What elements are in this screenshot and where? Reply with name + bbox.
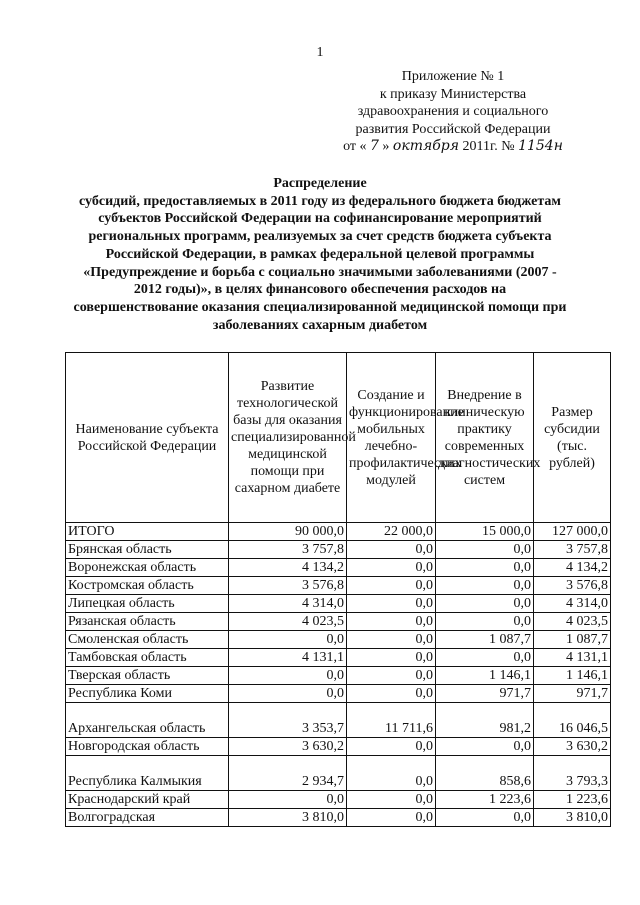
subsidy-total-cell: 1 087,7 — [534, 631, 611, 649]
tech-base-cell: 3 810,0 — [229, 809, 347, 827]
diagnostics-cell: 1 146,1 — [436, 667, 534, 685]
table-row — [66, 738, 611, 756]
mobile-modules-cell: 0,0 — [347, 595, 436, 613]
mobile-modules-cell: 0,0 — [347, 791, 436, 809]
subsidy-total-cell: 3 810,0 — [534, 809, 611, 827]
tech-base-cell: 4 131,1 — [229, 649, 347, 667]
mobile-modules-cell: 0,0 — [347, 685, 436, 703]
subsidy-table — [65, 352, 611, 827]
table-row — [66, 631, 611, 649]
subsidy-total-cell: 127 000,0 — [534, 523, 611, 541]
title-body: субсидий, предоставляемых в 2011 году из федерального бюджета бюджетам субъектов Российской Федерации на софинансирование мероприятий региональных программ, реализуемых за счет средств бюджета субъекта Российской Федерации, в рамках федеральной целевой программы «Предупреждение и борьба с социально значимыми заболеваниями (2007 - 2012 годы)», в целях финансового обеспечения расходов на совершенствование оказания специализированной медицинской помощи при заболеваниях сахарным диабетом — [73, 193, 567, 333]
diagnostics-cell: 0,0 — [436, 613, 534, 631]
tech-base-cell: 3 757,8 — [229, 541, 347, 559]
page-number: 1 — [316, 45, 324, 60]
column-header-diagnostics: Внедрение в клиническую практику современных диагностических систем — [436, 353, 534, 523]
table-row — [66, 667, 611, 685]
date-mid: » — [382, 139, 390, 154]
tech-base-cell: 4 023,5 — [229, 613, 347, 631]
table-row — [66, 541, 611, 559]
diagnostics-cell: 0,0 — [436, 649, 534, 667]
mobile-modules-cell: 0,0 — [347, 667, 436, 685]
subsidy-total-cell: 3 576,8 — [534, 577, 611, 595]
diagnostics-cell: 971,7 — [436, 685, 534, 703]
subsidy-total-cell: 4 314,0 — [534, 595, 611, 613]
tech-base-cell: 3 353,7 — [229, 703, 347, 738]
subsidy-total-cell: 3 630,2 — [534, 738, 611, 756]
table-row — [66, 809, 611, 827]
column-header-region: Наименование субъекта Российской Федерации — [66, 353, 229, 523]
tech-base-cell: 0,0 — [229, 631, 347, 649]
subsidy-total-cell: 1 146,1 — [534, 667, 611, 685]
tech-base-cell: 3 576,8 — [229, 577, 347, 595]
table-row — [66, 613, 611, 631]
diagnostics-cell: 0,0 — [436, 738, 534, 756]
diagnostics-cell: 0,0 — [436, 809, 534, 827]
table-row — [66, 577, 611, 595]
region-name-cell: Брянская область — [66, 541, 229, 559]
document-title — [70, 175, 570, 334]
title-heading: Распределение — [273, 176, 367, 191]
region-name-cell: Смоленская область — [66, 631, 229, 649]
region-name-cell: Липецкая область — [66, 595, 229, 613]
tech-base-cell: 4 314,0 — [229, 595, 347, 613]
mobile-modules-cell: 0,0 — [347, 756, 436, 791]
table-header-row — [66, 353, 611, 523]
region-name-cell: Волгоградская — [66, 809, 229, 827]
mobile-modules-cell: 0,0 — [347, 559, 436, 577]
table-row — [66, 703, 611, 738]
mobile-modules-cell: 0,0 — [347, 541, 436, 559]
diagnostics-cell: 1 087,7 — [436, 631, 534, 649]
mobile-modules-cell: 11 711,6 — [347, 703, 436, 738]
column-header-subsidy-total: Размер субсидии (тыс. рублей) — [534, 353, 611, 523]
table-row — [66, 791, 611, 809]
subsidy-total-cell: 16 046,5 — [534, 703, 611, 738]
region-name-cell: Республика Калмыкия — [66, 756, 229, 791]
appendix-line: развития Российской Федерации — [355, 121, 551, 137]
subsidy-total-cell: 4 134,2 — [534, 559, 611, 577]
subsidy-total-cell: 971,7 — [534, 685, 611, 703]
appendix-line: Приложение № 1 — [401, 69, 505, 84]
region-name-cell: Воронежская область — [66, 559, 229, 577]
appendix-line: здравоохранения и социального — [357, 104, 549, 119]
diagnostics-cell: 0,0 — [436, 595, 534, 613]
tech-base-cell: 0,0 — [229, 791, 347, 809]
tech-base-cell: 2 934,7 — [229, 756, 347, 791]
region-name-cell: Республика Коми — [66, 685, 229, 703]
subsidy-total-cell: 4 131,1 — [534, 649, 611, 667]
date-day: 7 — [370, 138, 379, 154]
diagnostics-cell: 0,0 — [436, 541, 534, 559]
table-row — [66, 685, 611, 703]
mobile-modules-cell: 0,0 — [347, 809, 436, 827]
mobile-modules-cell: 22 000,0 — [347, 523, 436, 541]
diagnostics-cell: 15 000,0 — [436, 523, 534, 541]
table-row — [66, 756, 611, 791]
tech-base-cell: 0,0 — [229, 667, 347, 685]
diagnostics-cell: 981,2 — [436, 703, 534, 738]
subsidy-total-cell: 3 793,3 — [534, 756, 611, 791]
date-month: октября — [392, 138, 460, 154]
column-header-tech-base: Развитие технологической базы для оказания специализированной медицинской помощи при сахарном диабете — [229, 353, 347, 523]
region-name-cell: Новгородская область — [66, 738, 229, 756]
region-name-cell: Тверская область — [66, 667, 229, 685]
table-row — [66, 649, 611, 667]
mobile-modules-cell: 0,0 — [347, 631, 436, 649]
tech-base-cell: 90 000,0 — [229, 523, 347, 541]
diagnostics-cell: 858,6 — [436, 756, 534, 791]
mobile-modules-cell: 0,0 — [347, 649, 436, 667]
table-row — [66, 559, 611, 577]
date-prefix: от « — [343, 139, 367, 154]
diagnostics-cell: 0,0 — [436, 577, 534, 595]
column-header-mobile-modules: Создание и функционирование мобильных лечебно-профилактических модулей — [347, 353, 436, 523]
date-year: 2011г. № — [462, 139, 515, 154]
mobile-modules-cell: 0,0 — [347, 613, 436, 631]
tech-base-cell: 3 630,2 — [229, 738, 347, 756]
region-name-cell: Рязанская область — [66, 613, 229, 631]
diagnostics-cell: 0,0 — [436, 559, 534, 577]
table-row — [66, 595, 611, 613]
mobile-modules-cell: 0,0 — [347, 738, 436, 756]
region-name-cell: ИТОГО — [66, 523, 229, 541]
mobile-modules-cell: 0,0 — [347, 577, 436, 595]
tech-base-cell: 0,0 — [229, 685, 347, 703]
diagnostics-cell: 1 223,6 — [436, 791, 534, 809]
table-row — [66, 523, 611, 541]
appendix-block — [338, 68, 568, 156]
subsidy-total-cell: 4 023,5 — [534, 613, 611, 631]
region-name-cell: Костромская область — [66, 577, 229, 595]
subsidy-total-cell: 3 757,8 — [534, 541, 611, 559]
appendix-line: к приказу Министерства — [379, 86, 527, 102]
subsidy-total-cell: 1 223,6 — [534, 791, 611, 809]
tech-base-cell: 4 134,2 — [229, 559, 347, 577]
order-number: 1154н — [518, 138, 563, 154]
region-name-cell: Архангельская область — [66, 703, 229, 738]
order-date-line — [338, 138, 568, 156]
region-name-cell: Тамбовская область — [66, 649, 229, 667]
region-name-cell: Краснодарский край — [66, 791, 229, 809]
